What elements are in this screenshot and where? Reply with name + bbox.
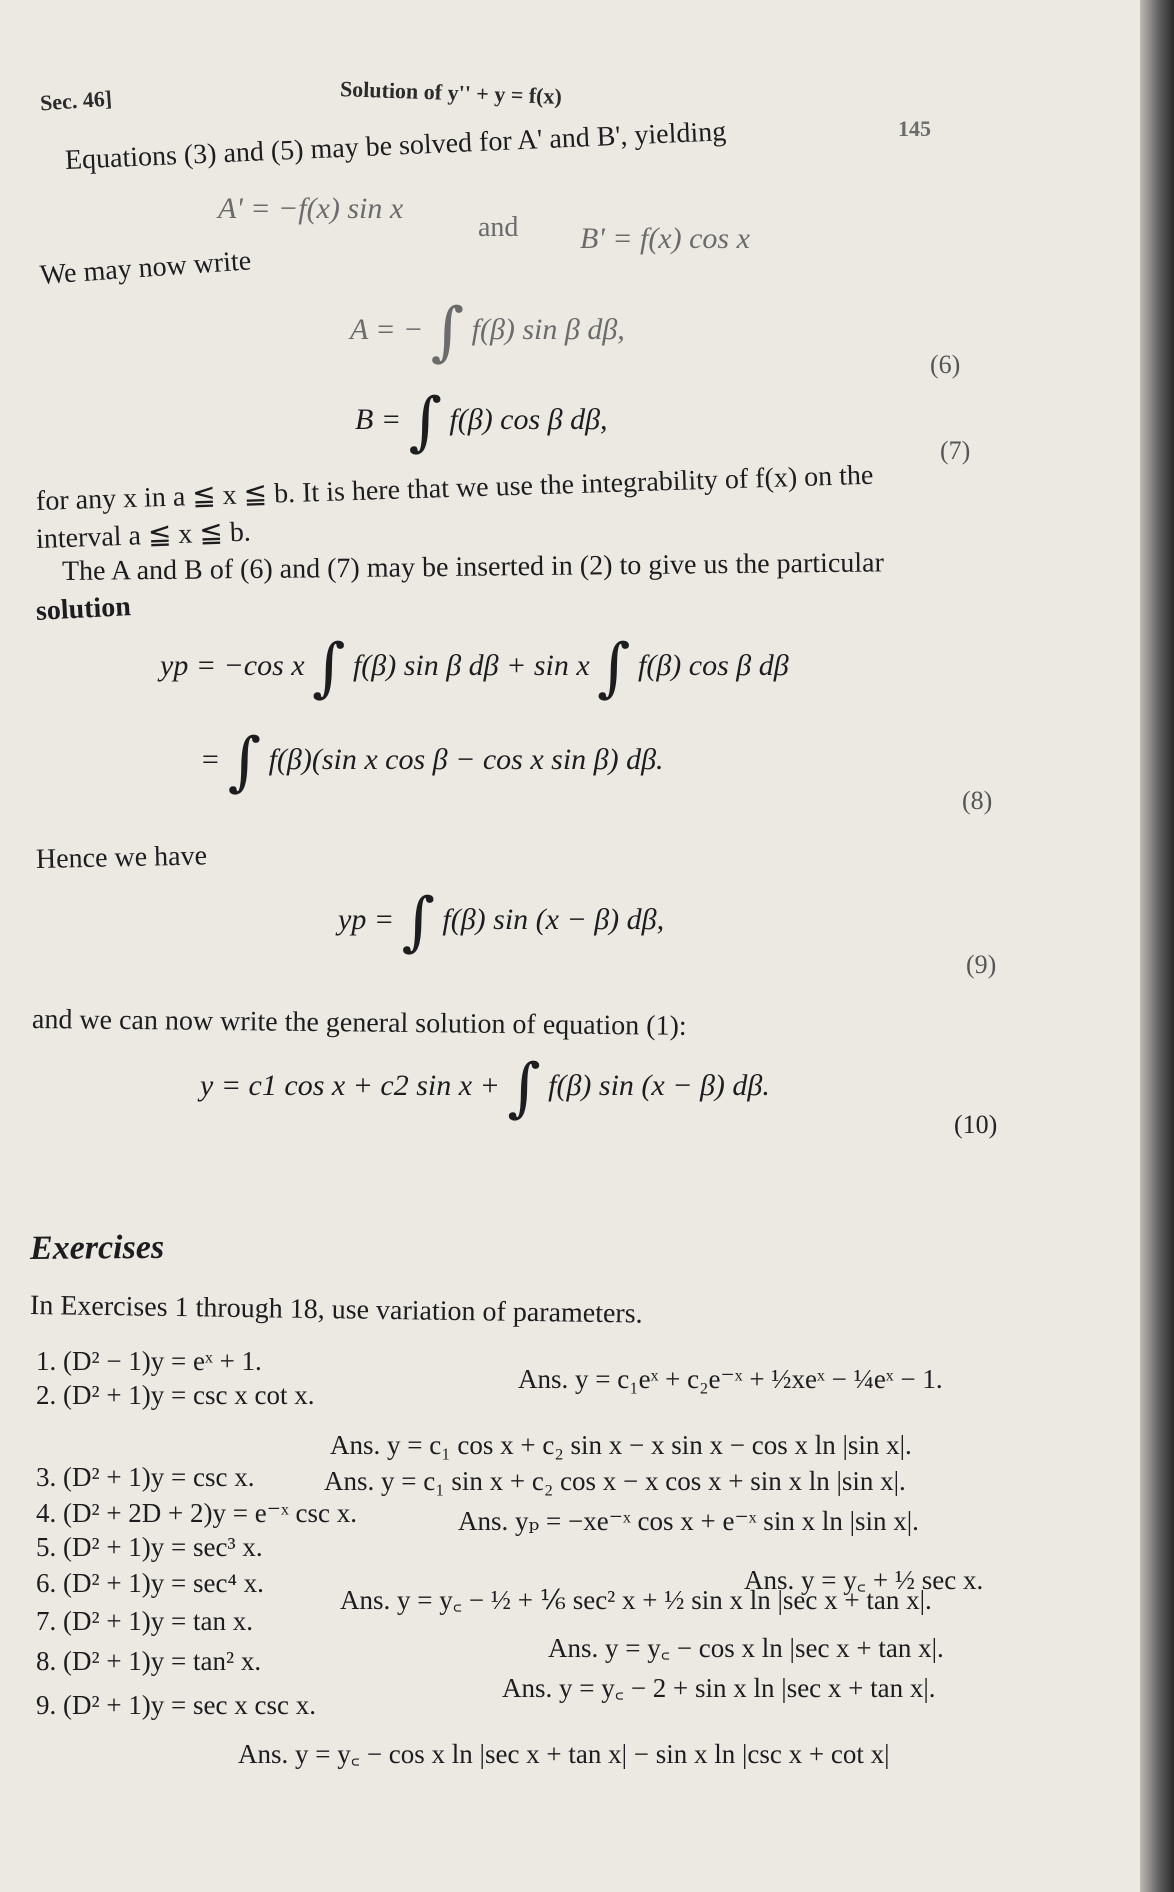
equation-number-9: (9) xyxy=(966,950,997,979)
exercise-answer: Ans. y = c₁ sin x + c₂ cos x − x cos x + sin x ln |sin x|. xyxy=(324,1466,906,1496)
exercise-problem: 9. (D² + 1)y = sec x csc x. xyxy=(36,1690,316,1720)
eq6-integrand: f(β) sin β dβ, xyxy=(471,312,625,346)
eq-b-prime: B' = f(x) cos x xyxy=(580,222,750,255)
integral-sign: ∫ xyxy=(430,295,465,369)
equation-8-line-1 xyxy=(160,631,789,705)
running-title: Solution of y'' + y = f(x) xyxy=(339,76,563,109)
paragraph-1-line-3: The A and B of (6) and (7) may be inserted in (2) to give us the particular xyxy=(61,547,884,587)
equation-number-10: (10) xyxy=(954,1110,998,1139)
exercise-problem: 7. (D² + 1)y = tan x. xyxy=(36,1606,254,1636)
exercise-problem: 1. (D² − 1)y = eˣ + 1. xyxy=(36,1346,262,1376)
equation-number-8: (8) xyxy=(962,786,993,815)
intro-line-2: We may now write xyxy=(38,245,253,291)
integral-sign: ∫ xyxy=(408,385,442,459)
integral-sign: ∫ xyxy=(597,631,631,705)
eq9-lhs: yp = xyxy=(338,902,395,936)
exercise-problem: 4. (D² + 2D + 2)y = e⁻ˣ csc x. xyxy=(36,1498,358,1528)
paragraph-3: and we can now write the general solution of equation (1): xyxy=(31,1004,687,1042)
exercise-answer: Ans. y = c₁eˣ + c₂e⁻ˣ + ½xeˣ − ¼eˣ − 1. xyxy=(518,1364,943,1394)
eq10-integrand: f(β) sin (x − β) dβ. xyxy=(548,1068,770,1102)
eq8-equals: = xyxy=(200,742,221,776)
eq7-integrand: f(β) cos β dβ, xyxy=(449,402,608,436)
page-number: 145 xyxy=(898,116,931,141)
exercise-problem: 8. (D² + 1)y = tan² x. xyxy=(36,1646,262,1676)
page-edge-shadow xyxy=(1140,0,1174,1892)
eq10-lhs: y = c1 cos x + c2 sin x + xyxy=(200,1068,500,1102)
exercise-problem: 2. (D² + 1)y = csc x cot x. xyxy=(36,1380,315,1410)
eq8-line-2-expression: f(β)(sin x cos β − cos x sin β) dβ. xyxy=(268,742,664,776)
exercise-answer: Ans. y = y꜀ − 2 + sin x ln |sec x + tan x|. xyxy=(502,1673,936,1703)
exercises-heading: Exercises xyxy=(29,1228,165,1267)
eq8-lhs: yp = −cos x xyxy=(160,648,305,682)
exercise-answer: Ans. yₚ = −xe⁻ˣ cos x + e⁻ˣ sin x ln |sin x|. xyxy=(458,1506,919,1536)
equation-7 xyxy=(355,385,608,459)
paragraph-1-line-2: interval a ≦ x ≦ b. xyxy=(35,516,252,555)
paragraph-2: Hence we have xyxy=(35,840,208,875)
exercises-instruction: In Exercises 1 through 18, use variation of parameters. xyxy=(29,1290,643,1330)
paragraph-1-line-1: for any x in a ≦ x ≦ b. It is here that we use the integrability of f(x) on the xyxy=(35,459,874,517)
equation-10 xyxy=(200,1051,770,1125)
integral-sign: ∫ xyxy=(507,1051,541,1125)
exercise-answer: Ans. y = y꜀ − ½ + ⅙ sec² x + ½ sin x ln |sec x + tan x|. xyxy=(340,1585,932,1615)
integral-sign: ∫ xyxy=(227,725,262,799)
paragraph-1-line-4: solution xyxy=(35,591,132,627)
exercise-problem: 5. (D² + 1)y = sec³ x. xyxy=(36,1532,263,1562)
equation-9 xyxy=(338,885,665,959)
exercise-answer: Ans. y = y꜀ − cos x ln |sec x + tan x|. xyxy=(548,1633,944,1663)
intro-line-1: Equations (3) and (5) may be solved for A' and B', yielding xyxy=(64,116,727,176)
integral-sign: ∫ xyxy=(312,631,346,705)
eq8-term-2: f(β) cos β dβ xyxy=(638,648,789,682)
equation-number-6: (6) xyxy=(930,350,961,379)
equation-8-line-2 xyxy=(200,725,664,799)
section-label: Sec. 46] xyxy=(39,85,113,116)
eq9-integrand: f(β) sin (x − β) dβ, xyxy=(442,902,665,936)
exercise-problem: 3. (D² + 1)y = csc x. xyxy=(36,1462,255,1492)
eq7-lhs: B = xyxy=(355,402,402,436)
equation-number-7: (7) xyxy=(940,436,971,465)
integral-sign: ∫ xyxy=(401,885,435,959)
eq6-lhs: A = − xyxy=(350,312,424,346)
exercise-answer: Ans. y = c₁ cos x + c₂ sin x − x sin x − cos x ln |sin x|. xyxy=(330,1430,912,1460)
exercise-problem: 6. (D² + 1)y = sec⁴ x. xyxy=(36,1568,264,1598)
and-word: and xyxy=(478,212,519,243)
equation-6 xyxy=(350,295,625,369)
exercise-answer: Ans. y = y꜀ + ½ sec x. xyxy=(744,1565,984,1595)
eq8-term-1: f(β) sin β dβ + sin x xyxy=(352,648,590,682)
exercise-answer: Ans. y = y꜀ − cos x ln |sec x + tan x| − sin x ln |csc x + cot x| xyxy=(238,1739,890,1769)
eq-a-prime: A' = −f(x) sin x xyxy=(218,192,404,225)
